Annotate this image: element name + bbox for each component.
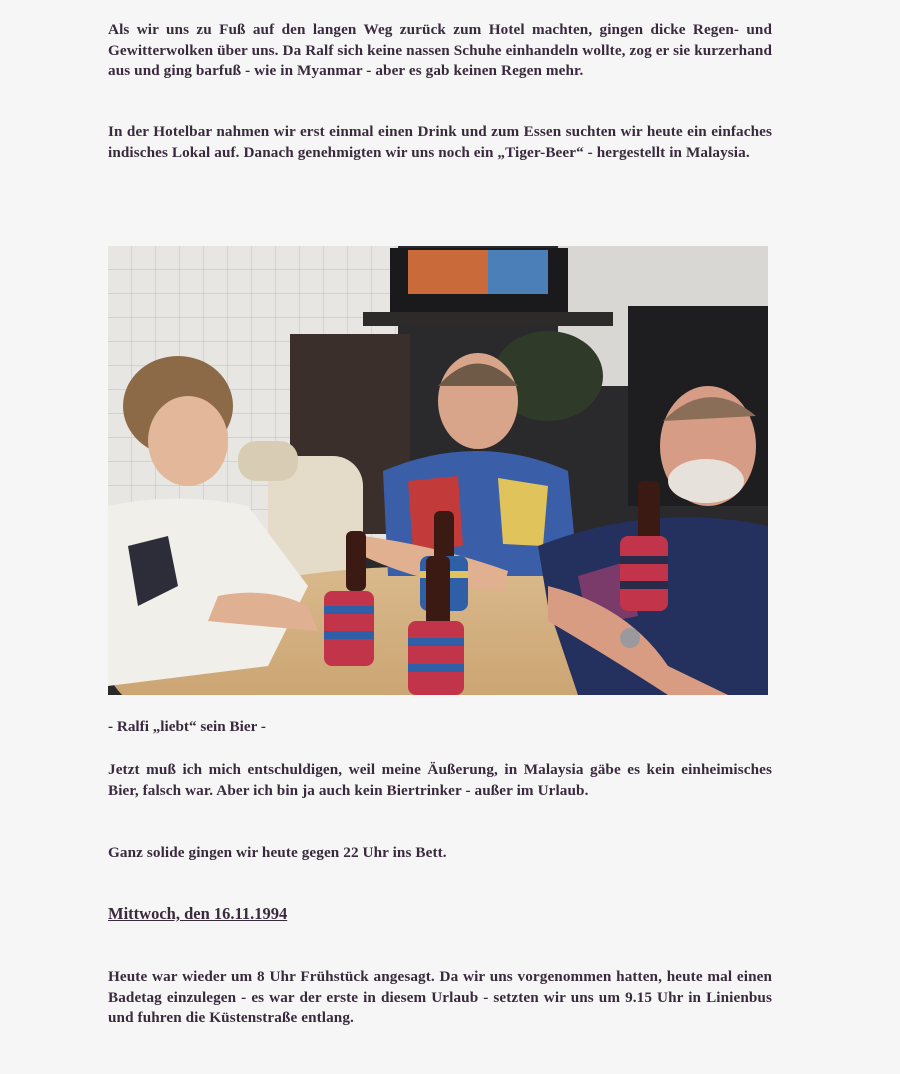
paragraph-apology: Jetzt muß ich mich entschuldigen, weil meine Äußerung, in Malaysia gäbe es kein einheimisches Bier, falsch war. Aber ich bin ja auch kein Biertrinker - außer im Urlaub. bbox=[108, 761, 772, 799]
paragraph-bedtime: Ganz solide gingen wir heute gegen 22 Uhr ins Bett. bbox=[108, 844, 447, 861]
paragraph-beach-day: Heute war wieder um 8 Uhr Frühstück angesagt. Da wir uns vorgenommen hatten, heute mal einen Badetag einzulegen - es war der erste in diesem Urlaub - setzten wir uns um 9.15 Uhr in Linienbus und fuhren die Küstenstraße entlang. bbox=[108, 968, 772, 1026]
date-heading: Mittwoch, den 16.11.1994 bbox=[108, 904, 288, 923]
photo-bar-table bbox=[108, 246, 768, 695]
paragraph-hotel-bar: In der Hotelbar nahmen wir erst einmal einen Drink und zum Essen suchten wir heute ein einfaches indisches Lokal auf. Danach genehmigten wir uns noch ein „Tiger-Beer“ - hergestellt in Malaysia. bbox=[108, 123, 772, 161]
photo-caption: - Ralfi „liebt“ sein Bier - bbox=[108, 718, 266, 735]
paragraph-walk-back: Als wir uns zu Fuß auf den langen Weg zurück zum Hotel machten, gingen dicke Regen- und Gewitterwolken über uns. Da Ralf sich keine nassen Schuhe einhandeln wollte, zog er sie kurzerhand aus und ging barfuß - wie in Myanmar - aber es gab keinen Regen mehr. bbox=[108, 21, 772, 79]
